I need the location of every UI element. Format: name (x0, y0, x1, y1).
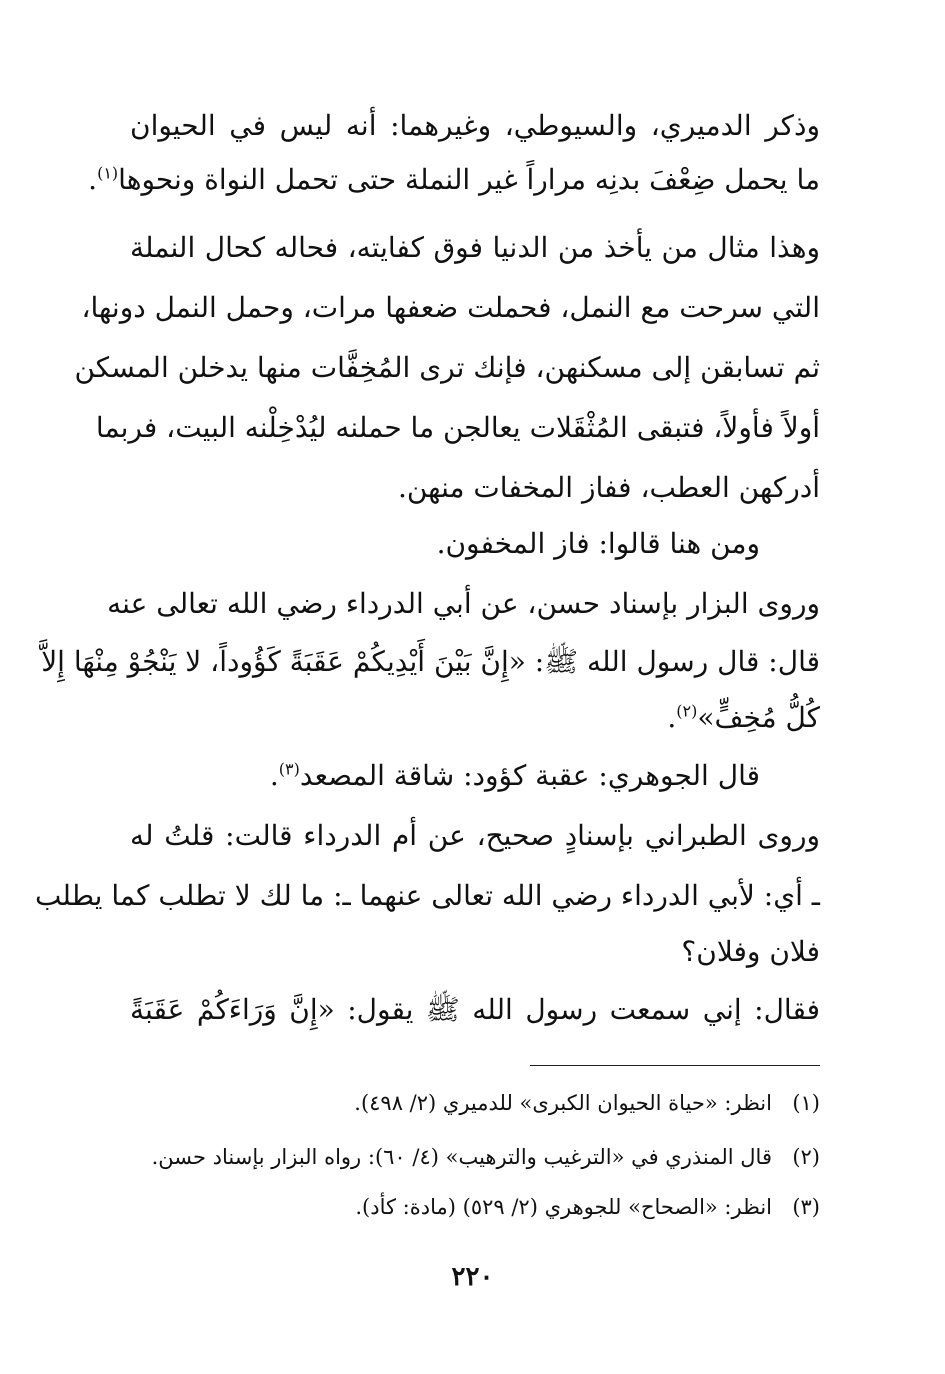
text-line: ـ أي: لأبي الدرداء رضي الله تعالى عنهما ـ: ما لك لا تطلب كما يطلب (34, 879, 820, 912)
footnote-text: انظر: «الصحاح» للجوهري (٢/ ٥٢٩) (مادة: كأد). (355, 1195, 772, 1219)
footnote (110, 1088, 820, 1118)
text-line: ثم تسابقن إلى مسكنهن، فإنك ترى المُخِفَّات منها يدخلن المسكن (74, 351, 820, 384)
page-number: ٢٢٠ (451, 1262, 494, 1292)
text-line: أدركهن العطب، ففاز المخفات منهن. (397, 471, 820, 504)
text-line: فقال: إني سمعت رسول الله ﷺ يقول: «إِنَّ وَرَاءَكُمْ عَقَبَةً (130, 993, 820, 1026)
text-line: قال: قال رسول الله ﷺ: «إِنَّ بَيْنَ أَيْدِيكُمْ عَقَبَةً كَؤُوداً، لا يَنْجُوْ مِنْهَا إِلاَّ (41, 645, 820, 678)
text-line: كُلُّ مُخِفٍّ»$^{(٢)}$. (667, 701, 820, 734)
footnote-text: انظر: «حياة الحيوان الكبرى» للدميري (٢/ ٤٩٨). (354, 1091, 772, 1115)
footnote-number: (٣) (792, 1195, 820, 1219)
text-line: وروى الطبراني بإسنادٍ صحيح، عن أم الدرداء قالت: قلتُ له (130, 819, 820, 852)
footnote-text: قال المنذري في «الترغيب والترهيب» (٤/ ٦٠): رواه البزار بإسناد حسن. (151, 1145, 772, 1169)
footnote-ref[interactable]: (٢) (676, 701, 698, 721)
footnote-ref[interactable]: (١) (97, 163, 119, 183)
text-line: فلان وفلان؟ (681, 935, 820, 968)
footnote (110, 1142, 820, 1172)
footnote-number: (١) (792, 1091, 820, 1115)
footnote-number: (٢) (792, 1145, 820, 1169)
text-line: وذكر الدميري، والسيوطي، وغيرهما: أنه ليس في الحيوان (130, 109, 820, 142)
text-line: وروى البزار بإسناد حسن، عن أبي الدرداء رضي الله تعالى عنه (107, 587, 820, 620)
footnote-divider (530, 1065, 820, 1066)
footnote-ref[interactable]: (٣) (278, 759, 300, 779)
text-line: ومن هنا قالوا: فاز المخفون. (436, 527, 760, 560)
text-line: التي سرحت مع النمل، فحملت ضعفها مرات، وحمل النمل دونها، (81, 291, 820, 324)
text-line: قال الجوهري: عقبة كؤود: شاقة المصعد$^{(٣)}$. (269, 759, 760, 792)
text-line: أولاً فأولاً، فتبقى المُثْقَلات يعالجن ما حملنه ليُدْخِلْنه البيت، فربما (95, 411, 820, 444)
text-line: وهذا مثال من يأخذ من الدنيا فوق كفايته، فحاله كحال النملة (130, 231, 820, 264)
footnote (110, 1192, 820, 1222)
text-line: ما يحمل ضِعْفَ بدنِه مراراً غير النملة حتى تحمل النواة ونحوها$^{(١)}$. (88, 163, 820, 196)
